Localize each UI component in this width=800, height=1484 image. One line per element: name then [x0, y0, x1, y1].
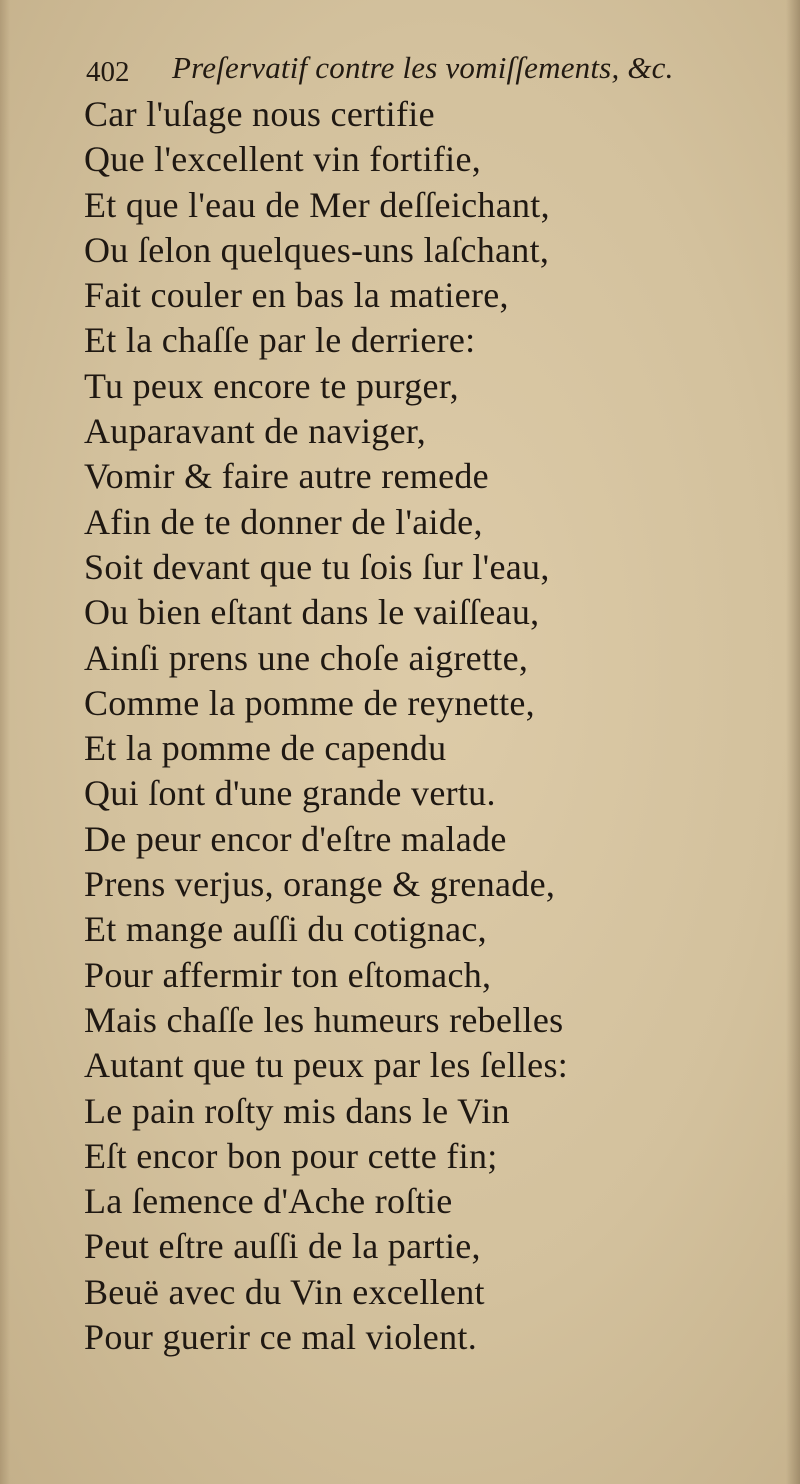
- verse-line: Mais chaſſe les humeurs rebelles: [84, 999, 564, 1040]
- verse-line: Vomir & faire autre remede: [84, 456, 489, 497]
- verse-line: Et que l'eau de Mer deſſeichant,: [84, 184, 550, 225]
- verse-line: Car l'uſage nous certifie: [84, 94, 435, 134]
- verse-line: Et mange auſſi du cotignac,: [84, 909, 487, 950]
- verse-line: Autant que tu peux par les ſelles:: [84, 1045, 569, 1086]
- verse-line: Pour guerir ce mal violent.: [84, 1317, 477, 1358]
- verse-line: La ſemence d'Ache roſtie: [84, 1181, 453, 1222]
- verse-line: Ou bien eſtant dans le vaiſſeau,: [84, 592, 540, 633]
- verse-line: Comme la pomme de reynette,: [84, 682, 535, 723]
- verse-line: Prens verjus, orange & grenade,: [84, 864, 556, 905]
- verse-line: Le pain roſty mis dans le Vin: [84, 1090, 510, 1131]
- verse-line: Peut eſtre auſſi de la partie,: [84, 1226, 481, 1267]
- verse-line: Tu peux encore te purger,: [84, 365, 459, 406]
- verse-line: Que l'excellent vin fortifie,: [84, 139, 482, 180]
- page-left-edge-shadow: [0, 0, 10, 1484]
- verse-line: Fait couler en bas la matiere,: [84, 275, 509, 316]
- verse-line: Eſt encor bon pour cette fin;: [84, 1135, 498, 1176]
- verse-line: Pour affermir ton eſtomach,: [84, 954, 492, 995]
- verse-block: [84, 92, 724, 1360]
- verse-line: Et la pomme de capendu: [84, 728, 447, 769]
- verse-line: Qui ſont d'une grande vertu.: [84, 773, 496, 814]
- verse-line: Ou ſelon quelques-uns laſchant,: [84, 229, 550, 270]
- running-title: Preſervatif contre les vomiſſements, &c.: [172, 50, 674, 85]
- verse-line: Et la chaſſe par le derriere:: [84, 320, 476, 361]
- verse-line: De peur encor d'eſtre malade: [84, 818, 507, 859]
- verse-line: Afin de te donner de l'aide,: [84, 501, 483, 542]
- verse-line: Beuë avec du Vin excellent: [84, 1271, 485, 1312]
- verse-line: Ainſi prens une choſe aigrette,: [84, 637, 529, 678]
- verse-line: Soit devant que tu ſois ſur l'eau,: [84, 546, 550, 587]
- page-right-edge-shadow: [786, 0, 800, 1484]
- verse-line: Auparavant de naviger,: [84, 411, 427, 452]
- page-number: 402: [86, 56, 130, 88]
- page-header: [86, 44, 786, 94]
